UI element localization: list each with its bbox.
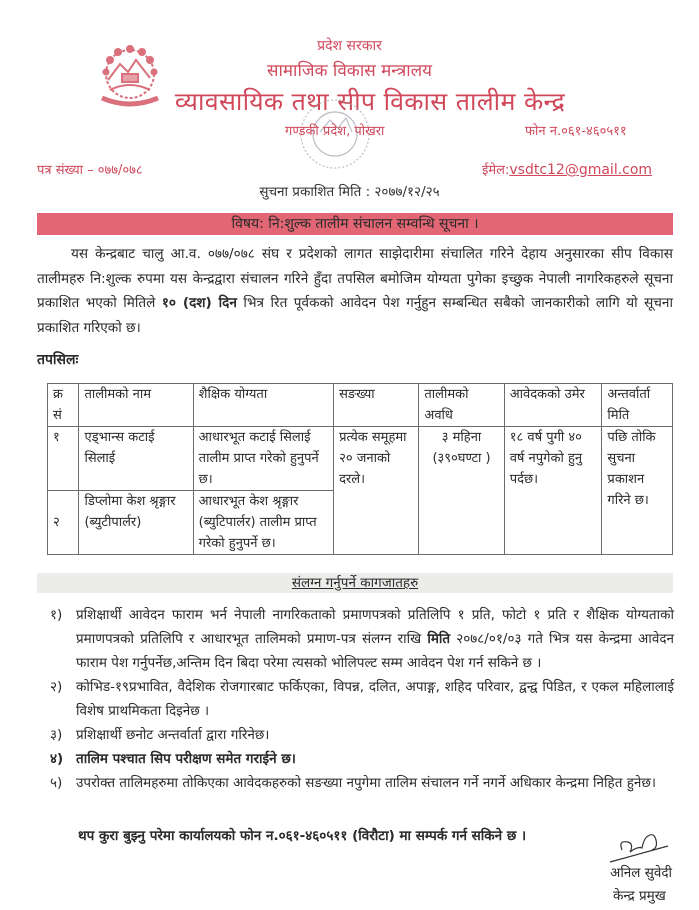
table-row: [48, 427, 673, 491]
table-header-row: [48, 384, 673, 427]
reference-number: पत्र संख्या – ०७७/०७८: [37, 163, 143, 178]
list-item-text: कोभिड-१९प्रभावित, वैदेशिक रोजगारबाट फर्किएका, विपन्न, दलित, अपाङ्ग, शहिद परिवार, द्वन्द्व पिडित, र एकल महिलालाई विशेष प्राथमिकता दिइनेछ ।: [76, 679, 674, 719]
cell-duration: ३ महिना (३९०घण्टा ): [419, 427, 504, 555]
email-label: ईमेल:: [482, 163, 510, 178]
list-item-number: २): [50, 679, 63, 695]
office-address: गण्डकी प्रदेश, पोखरा: [285, 124, 385, 139]
training-table: [47, 383, 673, 555]
ministry-name: सामाजिक विकास मन्त्रालय: [266, 61, 432, 81]
signer-name: अनिल सुवेदी: [610, 865, 673, 881]
list-item-text: २०७८/०१/०३ गते भित्र यस केन्द्रमा आवेदन फाराम पेश गर्नुपर्नेछ,अन्तिम दिन बिदा परेमा त्यसको भोलिपल्ट सम्म आवेदन पेश गर्न सकिने छ ।: [76, 631, 674, 671]
signer-title: केन्द्र प्रमुख: [613, 888, 666, 904]
header-training-name: तालीमको नाम: [79, 384, 193, 427]
documents-title: संलग्न गर्नुपर्ने कागजातहरु: [291, 575, 419, 591]
header-sn: क्र सं: [48, 384, 79, 427]
documents-band: [37, 573, 673, 593]
list-item-number: ४): [50, 751, 64, 767]
list-item-text: उपरोक्त तालिमहरुमा तोकिएका आवेदकहरुको सङख्या नपुगेमा तालिम संचालन गर्ने नगर्ने अधिकार केन्द्रमा निहित हुनेछ।: [76, 775, 656, 791]
office-stamp-icon: [290, 96, 380, 186]
header-interview: अन्तर्वार्ता मिति: [602, 384, 673, 427]
cell-sn: १: [48, 427, 79, 491]
details-heading: तपसिलः: [37, 352, 79, 368]
header-duration: तालीमको अवधि: [419, 384, 504, 427]
list-item: [50, 723, 674, 747]
header-qualification: शैक्षिक योग्यता: [193, 384, 333, 427]
cell-qualification: आधारभूत कटाई सिलाई तालीम प्राप्त गरेको हुनुपर्ने छ।: [193, 427, 333, 491]
header-count: सङख्या: [334, 384, 419, 427]
subject-text: विषय: नि:शुल्क तालीम संचालन सम्वन्धि सूचना ।: [231, 216, 479, 232]
list-item: [50, 675, 674, 723]
list-item-number: ३): [50, 727, 63, 743]
email-row: [482, 160, 652, 178]
cell-count: प्रत्येक समूहमा २० जनाको दरले।: [334, 427, 419, 555]
office-phone: फोन न.०६१-४६०५११: [525, 124, 627, 139]
cell-training-name: डिप्लोमा केश श्रृङ्गार (ब्युटीपार्लर): [79, 491, 193, 555]
cell-qualification: आधारभूत केश श्रृङ्गार (ब्युटिपार्लर) तालीम प्राप्त गरेको हुनुपर्ने छ।: [193, 491, 333, 555]
requirements-list: [50, 603, 674, 795]
intro-text-a: यस केन्द्रबाट चालु आ.व. ०७७/०७८ संघ र प्रदेशको लागत साझेदारीमा संचालित गरिने देहाय अनुसारका सीप विकास तालीमहरु नि:शुल्क रुपमा यस केन्द्रद्वारा संचालन गरिने हुँदा तपसिल बमोजिम योग्यता पुगेका इच्छुक नेपाली नागरिकहरुले सूचना प्रकाशित भएको मितिले: [37, 246, 673, 311]
contact-note: थप कुरा बुझ्नु परेमा कार्यालयको फोन न.०६१-४६०५११ (विरौटा) मा सम्पर्क गर्न सकिने छ ।: [78, 828, 527, 844]
signature-icon: [608, 828, 670, 864]
header-age: आवेदकको उमेर: [504, 384, 602, 427]
intro-deadline: १० (दश) दिन: [161, 295, 237, 311]
list-item-text: प्रशिक्षार्थी छनोट अन्तर्वार्ता द्वारा गरिनेछ।: [76, 727, 270, 743]
email-link[interactable]: vsdtc12@gmail.com: [509, 162, 653, 178]
list-item-text: तालिम पश्चात सिप परीक्षण समेत गराईने छ।: [76, 751, 296, 767]
center-name: व्यावसायिक तथा सीप विकास तालीम केन्द्र: [174, 87, 566, 116]
subject-band: [37, 213, 673, 235]
intro-paragraph: [37, 242, 673, 340]
cell-training-name: एड्भान्स कटाई सिलाई: [79, 427, 193, 491]
list-item-text: प्रशिक्षार्थी आवेदन फाराम भर्न नेपाली नागरिकताको प्रमाणपत्रको प्रतिलिपि १ प्रति, फोटो १ प्रति र शैक्षिक योग्यताको प्रमाणपत्रको प्रतिलिपि र आधारभूत तालिमको प्रमाण-पत्र संलग्न राखि: [76, 607, 674, 647]
list-item: [50, 771, 674, 795]
published-date: सुचना प्रकाशित मिति : २०७७/१२/२५: [259, 184, 440, 200]
list-item-bold: मिति: [427, 631, 451, 647]
cell-sn: २: [48, 491, 79, 555]
intro-text-b: भित्र रित पूर्वकको आवेदन पेश गर्नुहुन सम्बन्धित सबैको जानकारीको लागि यो सूचना प्रकाशित गरिएको छ।: [37, 295, 673, 336]
list-item-number: १): [50, 607, 63, 623]
cell-interview: पछि तोकि सुचना प्रकाशन गरिने छ।: [602, 427, 673, 555]
list-item: [50, 747, 674, 771]
cell-age: १८ वर्ष पुगी ४० वर्ष नपुगेको हुनु पर्दछ।: [504, 427, 602, 555]
list-item-number: ५): [50, 775, 63, 791]
list-item: [50, 603, 674, 675]
government-label: प्रदेश सरकार: [317, 38, 382, 54]
